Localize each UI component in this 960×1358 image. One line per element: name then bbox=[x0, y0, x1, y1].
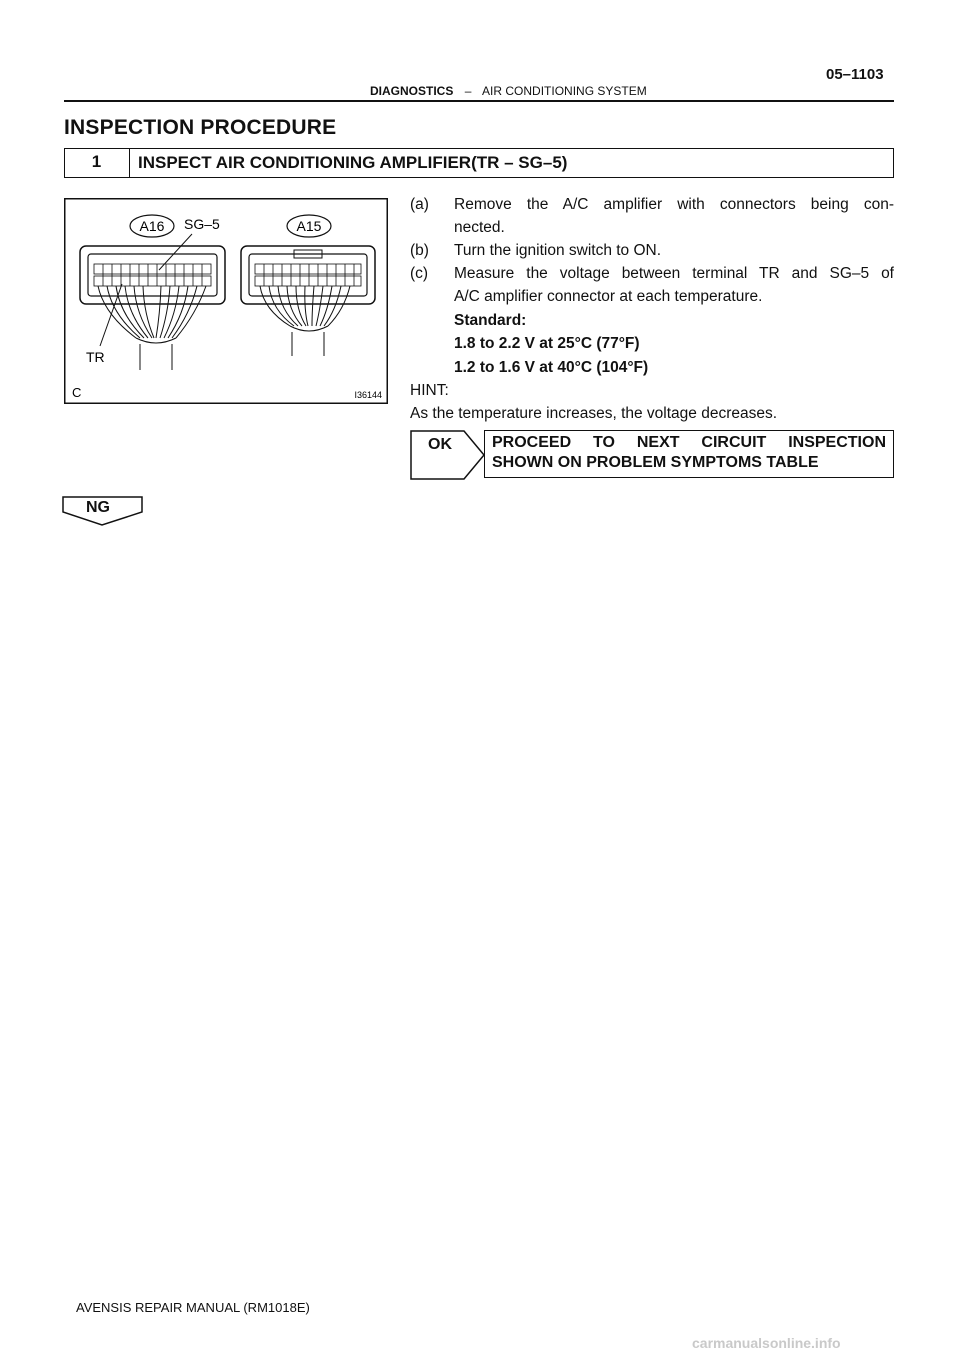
watermark: carmanualsonline.info bbox=[692, 1335, 841, 1351]
step-a-line1: Remove the A/C amplifier with connectors being con- bbox=[454, 196, 894, 213]
header-rule bbox=[64, 100, 894, 102]
connector-a15 bbox=[241, 246, 375, 356]
section-sub: AIR CONDITIONING SYSTEM bbox=[482, 84, 647, 98]
footer-manual-id: AVENSIS REPAIR MANUAL (RM1018E) bbox=[76, 1300, 310, 1315]
step-a-label: (a) bbox=[410, 196, 429, 213]
standard-value-2: 1.2 to 1.6 V at 40°C (104°F) bbox=[454, 359, 649, 376]
page-title: INSPECTION PROCEDURE bbox=[64, 116, 337, 139]
section-separator: – bbox=[464, 84, 472, 98]
step-c-line1: Measure the voltage between terminal TR and SG–5 of bbox=[454, 265, 894, 282]
step-c-label: (c) bbox=[410, 265, 429, 282]
step-number: 1 bbox=[64, 148, 130, 178]
section-main: DIAGNOSTICS bbox=[370, 84, 454, 98]
ok-label: OK bbox=[428, 436, 452, 453]
label-sg5: SG–5 bbox=[184, 216, 220, 232]
figure-code: I36144 bbox=[354, 390, 382, 400]
hint-text: As the temperature increases, the voltage decreases. bbox=[410, 405, 778, 422]
label-a16: A16 bbox=[139, 218, 165, 234]
step-b-label: (b) bbox=[410, 242, 429, 259]
corner-mark: C bbox=[72, 385, 82, 400]
connector-figure bbox=[64, 198, 388, 404]
ok-result-line2: SHOWN ON PROBLEM SYMPTOMS TABLE bbox=[492, 454, 819, 471]
step-a-line2: nected. bbox=[454, 219, 505, 236]
step-title: INSPECT AIR CONDITIONING AMPLIFIER(TR – SG–5) bbox=[138, 153, 568, 172]
label-a15: A15 bbox=[296, 218, 322, 234]
page-number: 05–1103 bbox=[826, 66, 884, 83]
sg5-leader bbox=[159, 234, 192, 270]
label-tr: TR bbox=[86, 349, 105, 365]
section-header bbox=[370, 84, 647, 98]
step-c-line2: A/C amplifier connector at each temperature. bbox=[454, 288, 763, 305]
ng-label: NG bbox=[86, 499, 110, 516]
figure-frame bbox=[65, 199, 388, 404]
standard-label: Standard: bbox=[454, 312, 527, 329]
ok-result-line1: PROCEED TO NEXT CIRCUIT INSPECTION bbox=[492, 434, 886, 451]
hint-label: HINT: bbox=[410, 382, 449, 399]
step-b-text: Turn the ignition switch to ON. bbox=[454, 242, 662, 259]
standard-value-1: 1.8 to 2.2 V at 25°C (77°F) bbox=[454, 335, 640, 352]
